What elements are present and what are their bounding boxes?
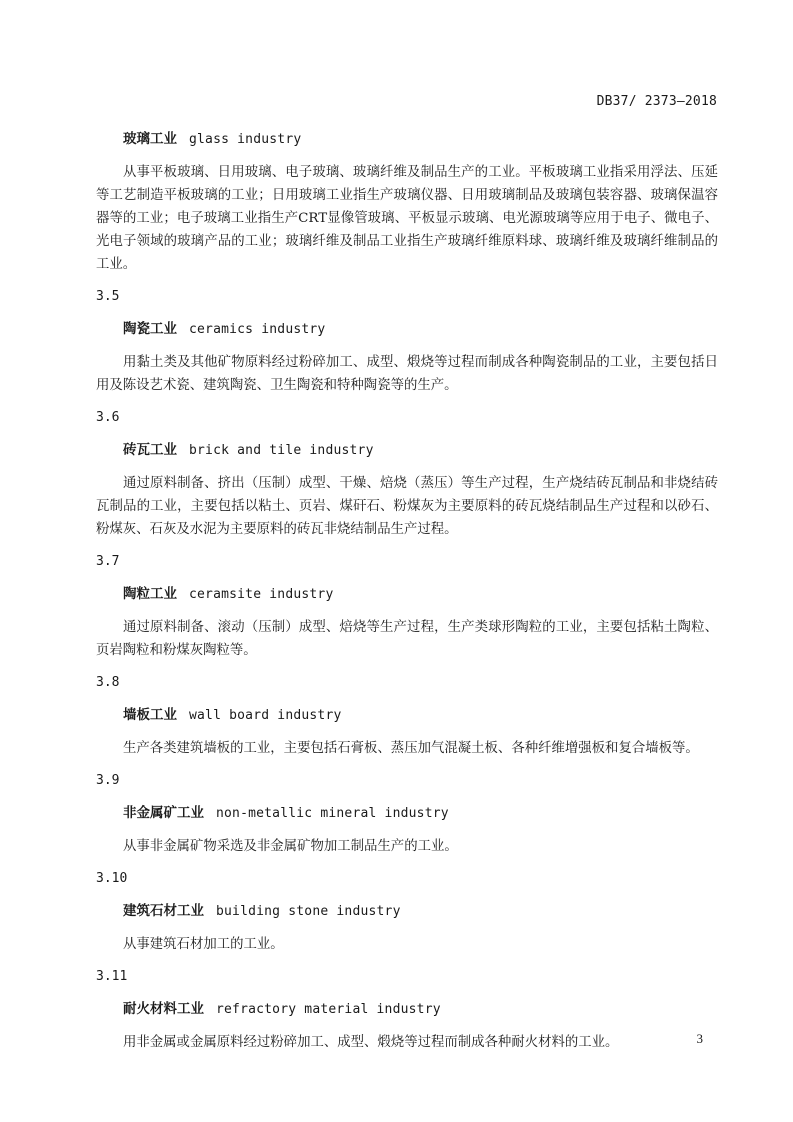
term-heading — [96, 704, 718, 726]
term-entry-wall-board — [96, 672, 718, 760]
term-definition: 生产各类建筑墙板的工业，主要包括石膏板、蒸压加气混凝土板、各种纤维增强板和复合墙板等。 — [123, 741, 699, 756]
term-definition: 从事非金属矿物采选及非金属矿物加工制品生产的工业。 — [123, 839, 458, 854]
term-chinese: 陶粒工业 — [123, 586, 177, 602]
term-entry-brick-tile — [96, 407, 718, 541]
term-english: brick and tile industry — [189, 443, 374, 458]
term-english: ceramics industry — [189, 322, 326, 337]
term-chinese: 耐火材料工业 — [123, 1001, 204, 1017]
term-english: building stone industry — [216, 904, 401, 919]
clause-number: 3.8 — [96, 675, 120, 690]
term-entry-non-metallic-mineral — [96, 770, 718, 858]
document-body — [96, 128, 718, 1064]
term-definition: 用黏土类及其他矿物原料经过粉碎加工、成型、煅烧等过程而制成各种陶瓷制品的工业，主要包括日用及陈设艺术瓷、建筑陶瓷、卫生陶瓷和特种陶瓷等的生产。 — [96, 355, 718, 393]
term-entry-building-stone — [96, 868, 718, 956]
term-heading — [96, 583, 718, 605]
term-chinese: 墙板工业 — [123, 707, 177, 723]
term-english: non-metallic mineral industry — [216, 806, 449, 821]
term-definition: 通过原料制备、滚动（压制）成型、焙烧等生产过程，生产类球形陶粒的工业，主要包括粘土陶粒、页岩陶粒和粉煤灰陶粒等。 — [96, 620, 718, 658]
term-heading — [96, 802, 718, 824]
clause-number: 3.6 — [96, 410, 120, 425]
term-chinese: 建筑石材工业 — [123, 903, 204, 919]
term-english: glass industry — [189, 132, 302, 147]
term-heading — [96, 900, 718, 922]
term-heading — [96, 998, 718, 1020]
term-entry-ceramics — [96, 286, 718, 397]
term-definition: 通过原料制备、挤出（压制）成型、干燥、焙烧（蒸压）等生产过程，生产烧结砖瓦制品和非烧结砖瓦制品的工业，主要包括以粘土、页岩、煤矸石、粉煤灰为主要原料的砖瓦烧结制品生产过程和以砂石、粉煤灰、石灰及水泥为主要原料的砖瓦非烧结制品生产过程。 — [96, 476, 718, 537]
term-english: refractory material industry — [216, 1002, 441, 1017]
clause-number: 3.7 — [96, 554, 120, 569]
term-chinese: 玻璃工业 — [123, 131, 177, 147]
term-heading — [96, 128, 718, 150]
clause-number: 3.11 — [96, 969, 128, 984]
term-english: ceramsite industry — [189, 587, 334, 602]
term-entry-ceramsite — [96, 551, 718, 662]
term-definition: 用非金属或金属原料经过粉碎加工、成型、煅烧等过程而制成各种耐火材料的工业。 — [123, 1035, 619, 1050]
clause-number: 3.5 — [96, 289, 120, 304]
term-definition: 从事建筑石材加工的工业。 — [123, 937, 284, 952]
standard-code: DB37/ 2373—2018 — [596, 94, 717, 109]
term-heading — [96, 318, 718, 340]
term-entry-refractory-material — [96, 966, 718, 1054]
page-number: 3 — [696, 1031, 703, 1046]
term-english: wall board industry — [189, 708, 342, 723]
term-chinese: 非金属矿工业 — [123, 805, 204, 821]
term-definition: 从事平板玻璃、日用玻璃、电子玻璃、玻璃纤维及制品生产的工业。平板玻璃工业指采用浮法、压延等工艺制造平板玻璃的工业；日用玻璃工业指生产玻璃仪器、日用玻璃制品及玻璃包装容器、玻璃保温容器等的工业；电子玻璃工业指生产CRT显像管玻璃、平板显示玻璃、电光源玻璃等应用于电子、微电子、光电子领域的玻璃产品的工业；玻璃纤维及制品工业指生产玻璃纤维原料球、玻璃纤维及玻璃纤维制品的工业。 — [96, 165, 718, 272]
clause-number: 3.9 — [96, 773, 120, 788]
clause-number: 3.10 — [96, 871, 128, 886]
term-chinese: 砖瓦工业 — [123, 442, 177, 458]
term-chinese: 陶瓷工业 — [123, 321, 177, 337]
term-entry-glass — [96, 128, 718, 276]
term-heading — [96, 439, 718, 461]
